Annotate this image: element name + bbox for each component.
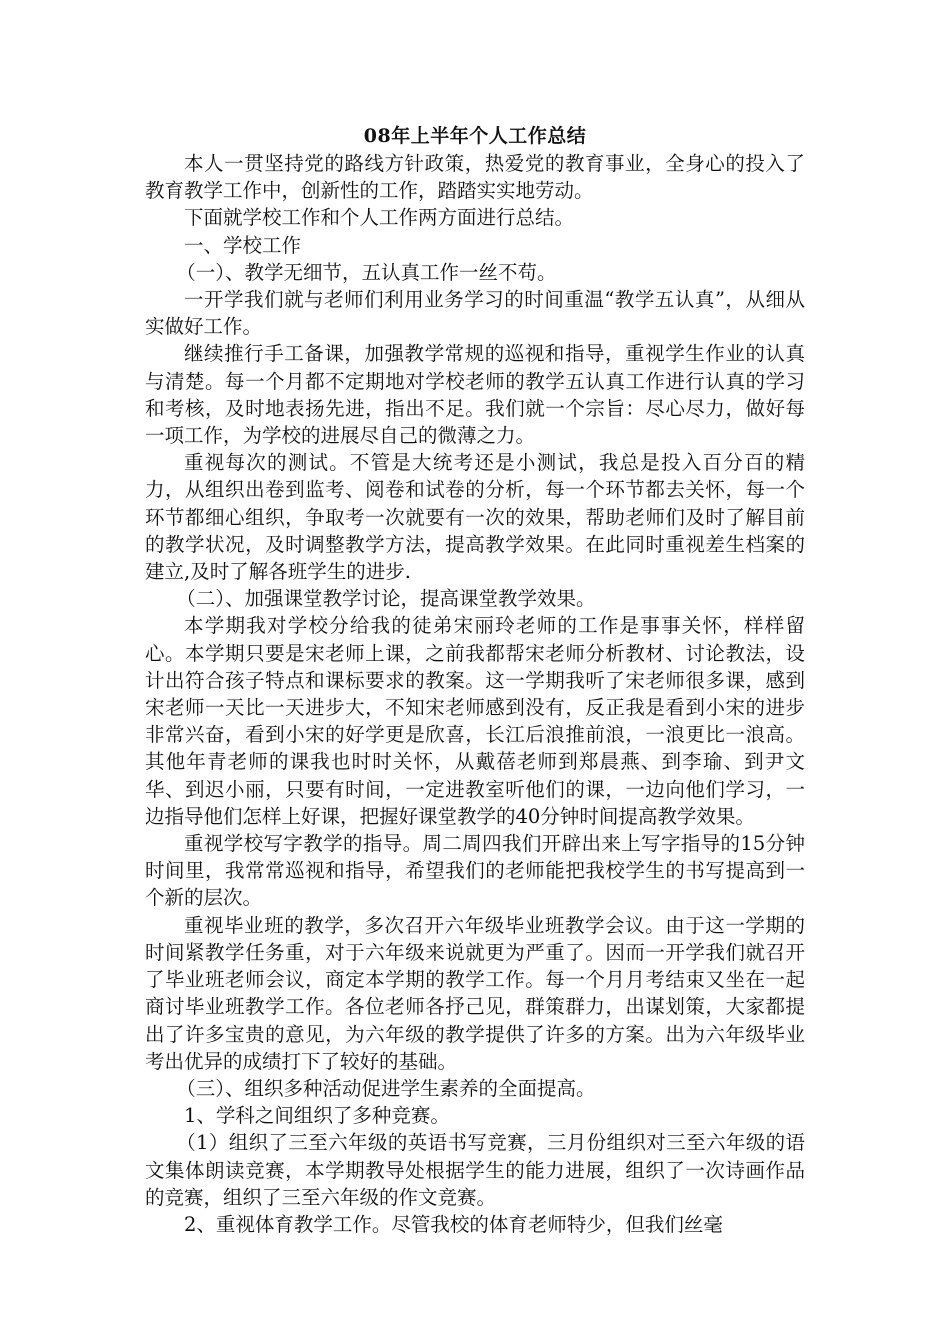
document-page [145, 122, 805, 1238]
sub-list-paragraph: （1）组织了三至六年级的英语书写竞赛，三月份组织对三至六年级的语文集体朗读竞赛，本学期教导处根据学生的能力进展，组织了一次诗画作品的竞赛，组织了三至六年级的作文竞赛。 [145, 1131, 805, 1209]
body-paragraph: 继续推行手工备课，加强教学常规的巡视和指导，重视学生作业的认真与清楚。每一个月都不定期地对学校老师的教学五认真工作进行认真的学习和考核，及时地表扬先进，指出不足。我们就一个宗旨：尽心尽力，做好每一项工作，为学校的进展尽自己的微薄之力。 [145, 342, 805, 448]
subsection-heading-2: （二）、加强课堂教学讨论，提高课堂教学效果。 [176, 587, 596, 611]
subsection-heading-3: （三）、组织多种活动促进学生素养的全面提高。 [176, 1076, 596, 1100]
body-paragraph: 一开学我们就与老师们利用业务学习的时间重温“教学五认真”，从细从实做好工作。 [145, 288, 805, 339]
body-paragraph: 本学期我对学校分给我的徒弟宋丽玲老师的工作是事事关怀，样样留心。本学期只要是宋老师上课，之前我都帮宋老师分析教材、讨论教法，设计出符合孩子特点和课标要求的教案。这一学期我听了宋老师很多课，感到宋老师一天比一天进步大，不知宋老师感到没有，反正我是看到小宋的进步非常兴奋，看到小宋的好学更是欣喜，长江后浪推前浪，一浪更比一浪高。其他年青老师的课我也时时关怀，从戴蓓老师到郑晨燕、到李瑜、到尹文华、到迟小丽，只要有时间，一定进教室听他们的课，一边向他们学习，一边指导他们怎样上好课，把握好课堂教学的40分钟时间提高教学效果。 [145, 614, 805, 828]
body-paragraph: 重视毕业班的教学，多次召开六年级毕业班教学会议。由于这一学期的时间紧教学任务重，对于六年级来说就更为严重了。因而一开学我们就召开了毕业班老师会议，商定本学期的教学工作。每一个月月考结束又坐在一起商讨毕业班教学工作。各位老师各抒己见，群策群力，出谋划策，大家都提出了许多宝贵的意见，为六年级的教学提供了许多的方案。出为六年级毕业考出优异的成绩打下了较好的基础。 [145, 913, 805, 1073]
overview-paragraph: 下面就学校工作和个人工作两方面进行总结。 [184, 206, 575, 230]
intro-paragraph: 本人一贯坚持党的路线方针政策，热爱党的教育事业，全身心的投入了教育教学工作中，创新性的工作，踏踏实实地劳动。 [145, 152, 805, 203]
list-item-heading: 1、学科之间组织了多种竞赛。 [184, 1104, 450, 1128]
body-paragraph: 重视每次的测试。不管是大统考还是小测试，我总是投入百分百的精力，从组织出卷到监考、阅卷和试卷的分析，每一个环节都去关怀，每一个环节都细心组织，争取考一次就要有一次的效果，帮助老师们及时了解目前的教学状况，及时调整教学方法，提高教学效果。在此同时重视差生档案的建立,及时了解各班学生的进步. [145, 451, 805, 584]
body-paragraph: 2、重视体育教学工作。尽管我校的体育老师特少，但我们丝毫 [184, 1212, 723, 1236]
subsection-heading-1: （一）、教学无细节，五认真工作一丝不苟。 [176, 260, 557, 284]
section-heading-school-work: 一、学校工作 [184, 233, 302, 257]
document-title: 08年上半年个人工作总结 [363, 125, 587, 147]
body-paragraph: 重视学校写字教学的指导。周二周四我们开辟出来上写字指导的15分钟时间里，我常常巡视和指导，希望我们的老师能把我校学生的书写提高到一个新的层次。 [145, 832, 805, 910]
